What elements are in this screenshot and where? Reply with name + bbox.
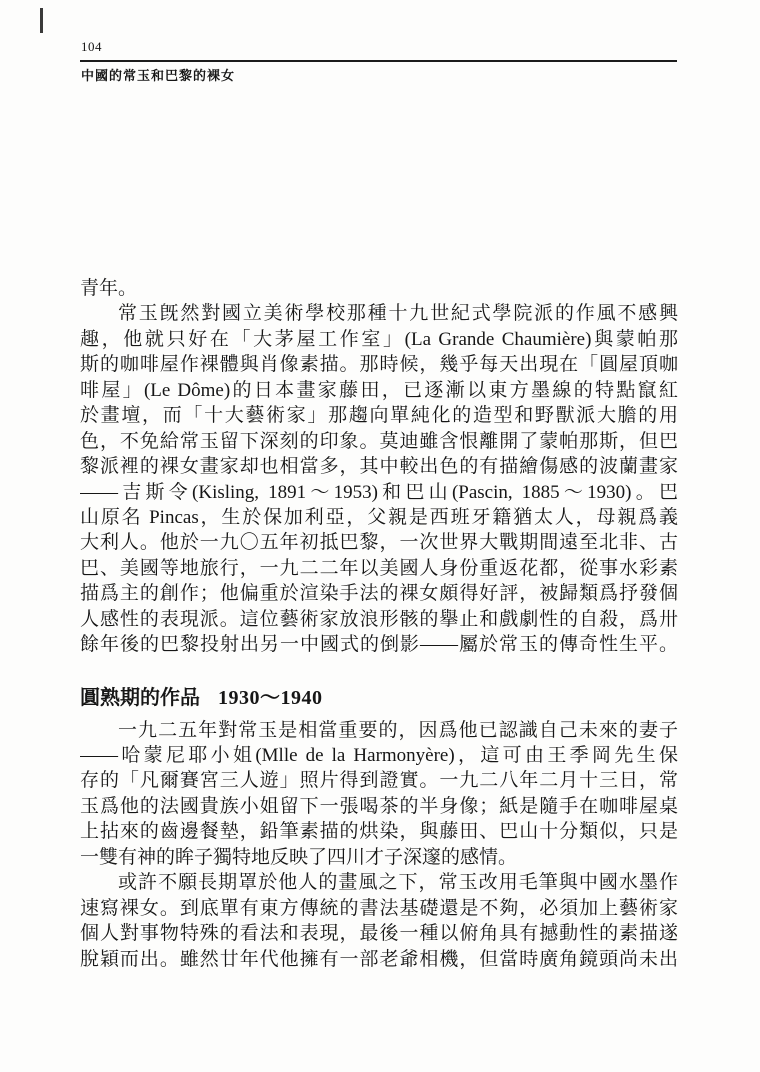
text-line: 脫穎而出。雖然廿年代他擁有一部老爺相機，但當時廣角鏡頭尚未出 xyxy=(80,948,678,970)
text-line: 玉爲他的法國貴族小姐留下一張喝茶的半身像；紙是隨手在咖啡屋桌 xyxy=(80,795,678,817)
text-line: 色，不免給常玉留下深刻的印象。莫迪雖含恨離開了蒙帕那斯，但巴 xyxy=(80,430,678,452)
text-line: 速寫裸女。到底單有東方傳統的書法基礎還是不夠，必須加上藝術家 xyxy=(80,897,678,919)
text-line: 上拈來的齒邊餐墊，鉛筆素描的烘染，與藤田、巴山十分類似，只是 xyxy=(80,821,678,843)
body-text xyxy=(80,276,678,972)
text-line: 趣，他就只好在「大茅屋工作室」(La Grande Chaumière)與蒙帕那 xyxy=(80,328,678,350)
header-rule xyxy=(80,60,677,62)
text-line: 個人對事物特殊的看法和表現，最後一種以俯角具有撼動性的素描遂 xyxy=(80,923,678,945)
page-number: 104 xyxy=(81,39,102,54)
text-line: 巴、美國等地旅行，一九二二年以美國人身份重返花都，從事水彩素 xyxy=(80,557,678,579)
text-line: 一九二五年對常玉是相當重要的，因爲他已認識自己未來的妻子 xyxy=(118,719,678,741)
section-heading xyxy=(80,684,678,712)
text-line: ——哈蒙尼耶小姐(Mlle de la Harmonyère)，這可由王季岡先生保 xyxy=(80,745,678,766)
text-line: 黎派裡的裸女畫家却也相當多，其中較出色的有描繪傷感的波蘭畫家 xyxy=(80,456,678,478)
text-line: 青年。 xyxy=(80,278,138,299)
text-line: 斯的咖啡屋作裸體與肖像素描。那時候，幾乎每天出現在「圓屋頂咖 xyxy=(80,354,678,376)
paragraph-block-2 xyxy=(80,718,678,972)
text-line: 人感性的表現派。這位藝術家放浪形骸的擧止和戲劇性的自殺，爲卅 xyxy=(80,608,678,630)
text-line: 描爲主的創作；他偏重於渲染手法的裸女頗得好評，被歸類爲抒發個 xyxy=(80,583,678,605)
text-line: 於畫壇，而「十大藝術家」那趨向單純化的造型和野獸派大膽的用 xyxy=(80,405,678,427)
text-line: 存的「凡爾賽宮三人遊」照片得到證實。一九二八年二月十三日，常 xyxy=(80,770,678,792)
text-line: 常玉旣然對國立美術學校那種十九世紀式學院派的作風不感興 xyxy=(118,303,678,325)
scan-artifact xyxy=(40,8,43,33)
text-line: ——吉斯令(Kisling, 1891～1953)和巴山(Pascin, 1885～1930)。巴 xyxy=(80,481,678,503)
text-line: 山原名 Pincas，生於保加利亞，父親是西班牙籍猶太人，母親爲義 xyxy=(80,506,678,528)
section-heading-years: 1930～1940 xyxy=(218,686,323,709)
text-line: 一雙有神的眸子獨特地反映了四川才子深邃的感情。 xyxy=(80,846,518,868)
text-line: 餘年後的巴黎投射出另一中國式的倒影——屬於常玉的傳奇性生平。 xyxy=(80,634,678,656)
paragraph-block-1 xyxy=(80,276,678,658)
text-line: 大利人。他於一九〇五年初抵巴黎，一次世界大戰期間遠至北非、古 xyxy=(80,532,678,554)
text-line: 啡屋」(Le Dôme)的日本畫家藤田，已逐漸以東方墨線的特點竄紅 xyxy=(80,379,678,401)
text-line: 或許不願長期罩於他人的畫風之下，常玉改用毛筆與中國水墨作 xyxy=(118,872,678,894)
running-header: 中國的常玉和巴黎的裸女 xyxy=(81,68,236,83)
section-heading-title: 圓熟期的作品 xyxy=(80,686,200,709)
